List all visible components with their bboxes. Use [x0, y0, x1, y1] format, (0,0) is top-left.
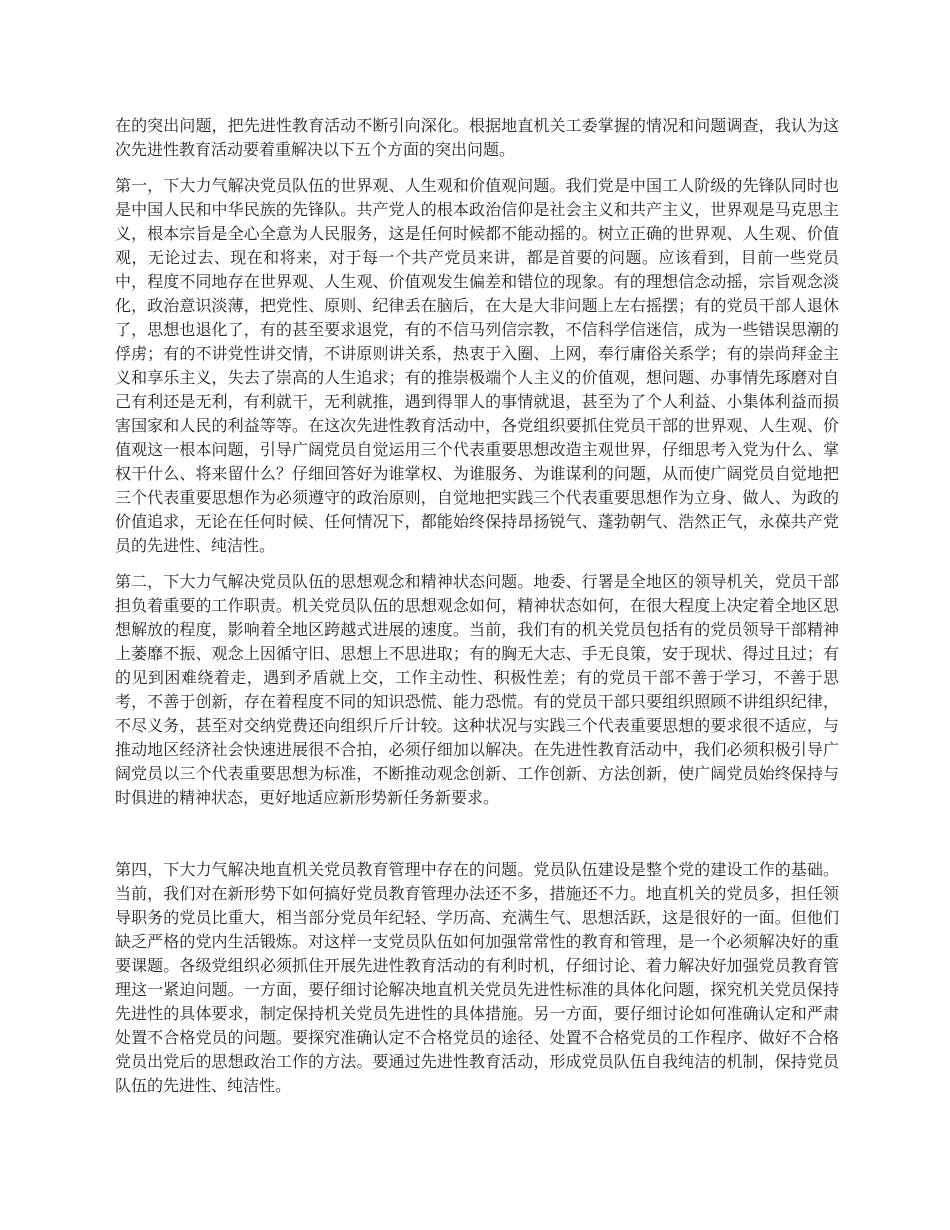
paragraph-fourth-point: 第四，下大力气解决地直机关党员教育管理中存在的问题。党员队伍建设是整个党的建设工作的基础。当前，我们对在新形势下如何搞好党员教育管理办法还不多，措施还不力。地直机关的党员多，担任领导职务的党员比重大，相当部分党员年纪轻、学历高、充满生气、思想活跃，这是很好的一面。但他们缺乏严格的党内生活锻炼。对这样一支党员队伍如何加强常常性的教育和管理，是一个必须解决好的重要课题。各级党组织必须抓住开展先进性教育活动的有利时机，仔细讨论、着力解决好加强党员教育管理这一紧迫问题。一方面，要仔细讨论解决地直机关党员先进性标准的具体化问题，探究机关党员保持先进性的具体要求，制定保持机关党员先进性的具体措施。另一方面，要仔细讨论如何准确认定和严肃处置不合格党员的问题。要探究准确认定不合格党员的途径、处置不合格党员的工作程序、做好不合格党员出党后的思想政治工作的方法。要通过先进性教育活动，形成党员队伍自我纯洁的机制，保持党员队伍的先进性、纯洁性。 [115, 860, 839, 1095]
paragraph-intro: 在的突出问题，把先进性教育活动不断引向深化。根据地直机关工委掌握的情况和问题调查，我认为这次先进性教育活动要着重解决以下五个方面的突出问题。 [115, 116, 839, 159]
paragraph-first-point: 第一，下大力气解决党员队伍的世界观、人生观和价值观问题。我们党是中国工人阶级的先锋队同时也是中国人民和中华民族的先锋队。共产党人的根本政治信仰是社会主义和共产主义，世界观是马克思主义，根本宗旨是全心全意为人民服务，这是任何时候都不能动摇的。树立正确的世界观、人生观、价值观，无论过去、现在和将来，对于每一个共产党员来讲，都是首要的问题。应该看到，目前一些党员中，程度不同地存在世界观、人生观、价值观发生偏差和错位的现象。有的理想信念动摇，宗旨观念淡化，政治意识淡薄，把党性、原则、纪律丢在脑后，在大是大非问题上左右摇摆；有的党员干部人退休了，思想也退化了，有的甚至要求退党，有的不信马列信宗教，不信科学信迷信，成为一些错误思潮的俘虏；有的不讲党性讲交情，不讲原则讲关系，热衷于入圈、上网，奉行庸俗关系学；有的崇尚拜金主义和享乐主义，失去了崇高的人生追求；有的推崇极端个人主义的价值观，想问题、办事情先琢磨对自己有利还是无利，有利就干，无利就推，遇到得罪人的事情就退，甚至为了个人利益、小集体利益而损害国家和人民的利益等等。在这次先进性教育活动中，各党组织要抓住党员干部的世界观、人生观、价值观这一根本问题，引导广阔党员自觉运用三个代表重要思想改造主观世界，仔细思考入党为什么、掌权干什么、将来留什么？仔细回答好为谁掌权、为谁服务、为谁谋利的问题，从而使广阔党员自觉地把三个代表重要思想作为必须遵守的政治原则，自觉地把实践三个代表重要思想作为立身、做人、为政的价值追求，无论在任何时候、任何情况下，都能始终保持昂扬锐气、蓬勃朝气、浩然正气，永葆共产党员的先进性、纯洁性。 [115, 176, 839, 555]
paragraph-second-point: 第二，下大力气解决党员队伍的思想观念和精神状态问题。地委、行署是全地区的领导机关，党员干部担负着重要的工作职责。机关党员队伍的思想观念如何，精神状态如何，在很大程度上决定着全地区思想解放的程度，影响着全地区跨越式进展的速度。当前，我们有的机关党员包括有的党员领导干部精神上萎靡不振、观念上因循守旧、思想上不思进取；有的胸无大志、手无良策，安于现状、得过且过；有的见到困难绕着走，遇到矛盾就上交，工作主动性、积极性差；有的党员干部不善于学习，不善于思考，不善于创新，存在着程度不同的知识恐慌、能力恐慌。有的党员干部只要组织照顾不讲组织纪律，不尽义务，甚至对交纳党费还向组织斤斤计较。这种状况与实践三个代表重要思想的要求很不适应，与推动地区经济社会快速进展很不合拍，必须仔细加以解决。在先进性教育活动中，我们必须积极引导广阔党员以三个代表重要思想为标准，不断推动观念创新、工作创新、方法创新，使广阔党员始终保持与时俱进的精神状态，更好地适应新形势新任务新要求。 [115, 572, 839, 807]
document-body [115, 114, 839, 1098]
